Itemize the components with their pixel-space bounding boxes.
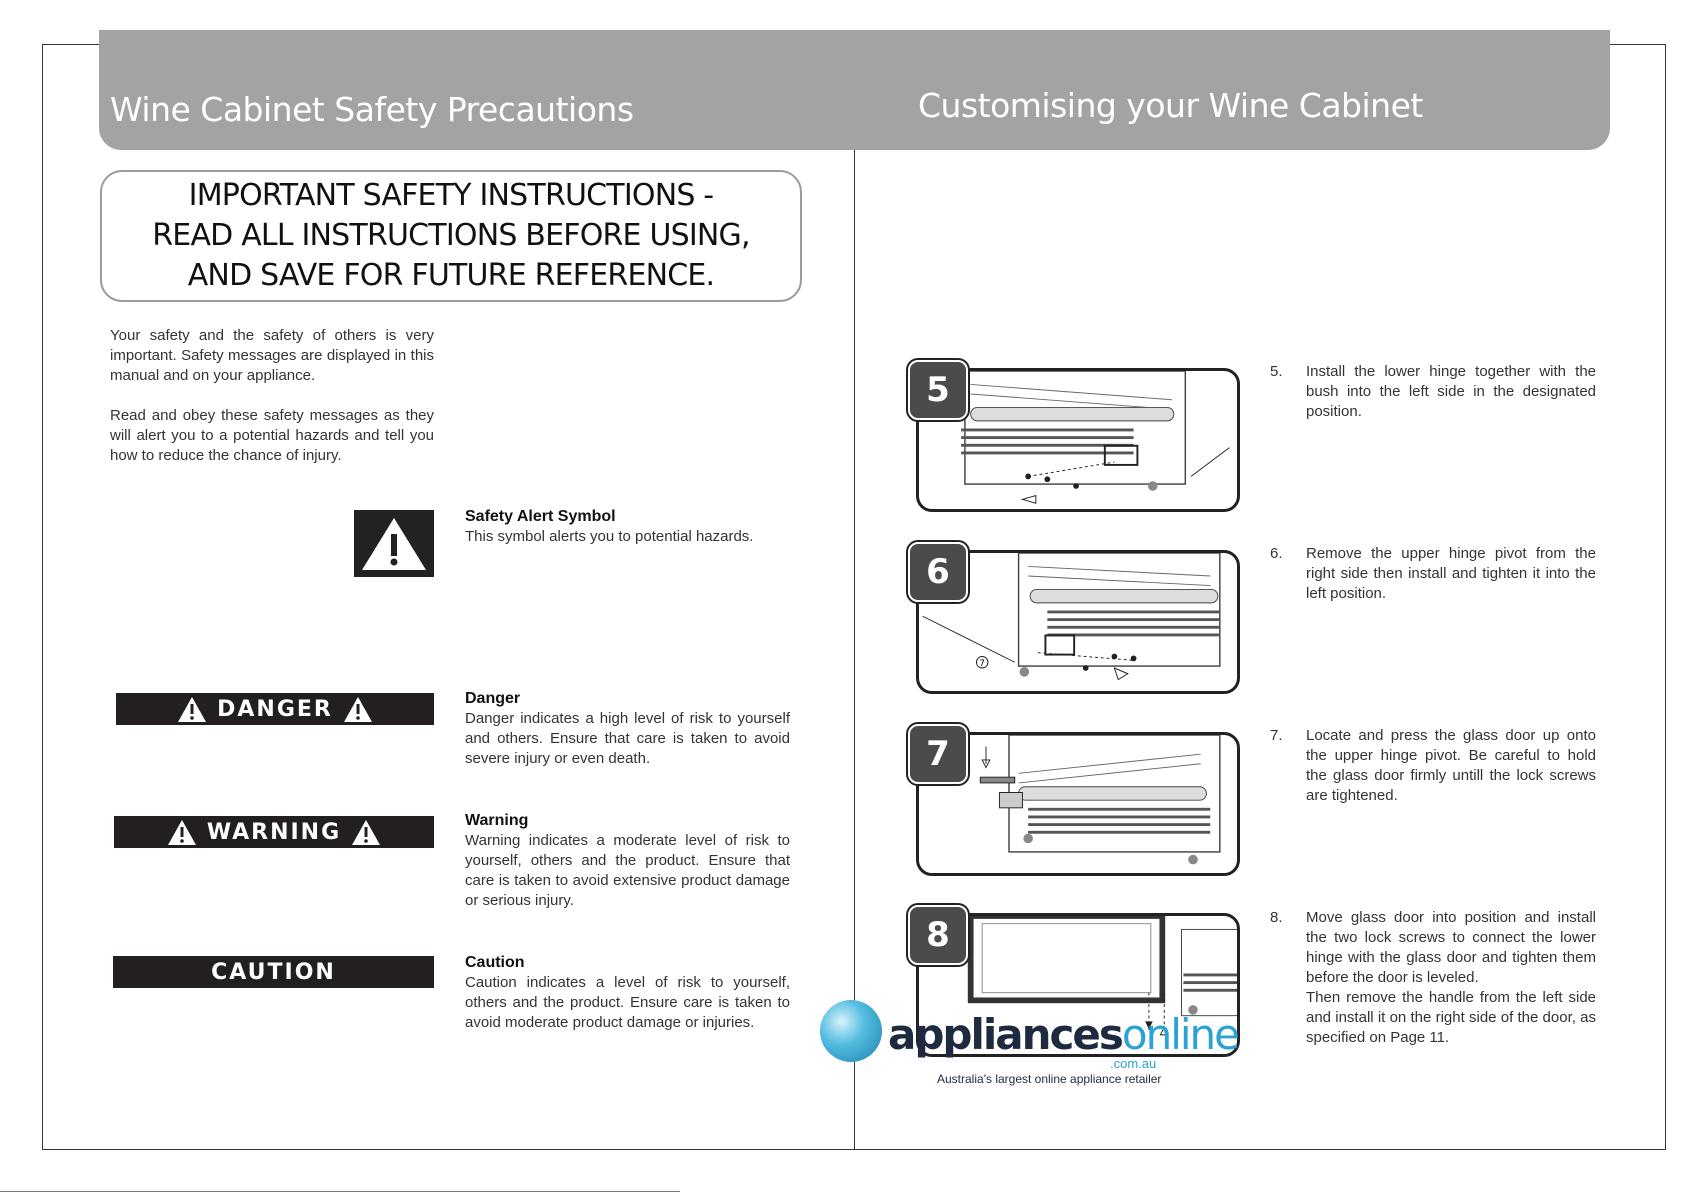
caution-description: Caution indicates a level of risk to yourself, others and the product. Ensure care is taken to avoid moderate product damage or injuries. <box>465 974 790 1031</box>
safety-alert-description: This symbol alerts you to potential hazards. <box>465 528 754 545</box>
step-5-number: 5. <box>1270 363 1283 380</box>
danger-title: Danger <box>465 690 521 707</box>
warning-triangle-icon <box>351 819 381 846</box>
warning-label-text: WARNING <box>206 819 342 845</box>
step-7-instruction: Locate and press the glass door up onto the upper hinge pivot. Be careful to hold the glass door firmly untill the lock screws are tightened. <box>1306 727 1596 804</box>
callout-7-label: 7 <box>979 659 985 670</box>
danger-label-bar <box>116 693 434 725</box>
step-5-text-block <box>1270 362 1596 422</box>
step-6-number: 6. <box>1270 545 1283 562</box>
caution-label-text: CAUTION <box>211 959 336 985</box>
caution-block <box>465 953 790 1033</box>
intro-paragraph-1: Your safety and the safety of others is very important. Safety messages are displayed in this manual and on your appliance. <box>110 327 434 384</box>
step-5-badge: 5 <box>908 360 968 420</box>
warning-triangle-icon <box>167 819 197 846</box>
important-line-1: IMPORTANT SAFETY INSTRUCTIONS - <box>188 178 714 213</box>
step-5-instruction: Install the lower hinge together with the bush into the left side in the designated position. <box>1306 363 1596 420</box>
logo-tagline: Australia's largest online appliance retailer <box>937 1072 1162 1086</box>
page-spine <box>854 44 855 1150</box>
intro-paragraph-2: Read and obey these safety messages as they will alert you to a potential hazards and tell you how to reduce the chance of injury. <box>110 407 434 464</box>
caution-title: Caution <box>465 954 525 971</box>
logo-brand-light: online <box>1121 1010 1239 1059</box>
step-8-instruction-continued: Then remove the handle from the left side and install it on the right side of the door, as specified on Page 11. <box>1306 989 1596 1046</box>
left-page-title: Wine Cabinet Safety Precautions <box>110 90 634 129</box>
step-8-text-block <box>1270 908 1596 1048</box>
safety-alert-block <box>465 507 795 547</box>
step-7-number: 7. <box>1270 727 1283 744</box>
safety-alert-title: Safety Alert Symbol <box>465 508 616 525</box>
caution-label-bar <box>113 956 434 988</box>
logo-sphere-icon <box>820 1000 882 1062</box>
important-line-2: READ ALL INSTRUCTIONS BEFORE USING, <box>152 218 750 253</box>
appliancesonline-watermark <box>820 996 1239 1088</box>
important-instructions-box <box>100 170 802 302</box>
step-7-text-block <box>1270 726 1596 806</box>
warning-title: Warning <box>465 812 529 829</box>
danger-label-text: DANGER <box>217 696 333 722</box>
bottom-rule <box>0 1191 680 1192</box>
right-page-title: Customising your Wine Cabinet <box>918 86 1423 125</box>
warning-triangle-icon <box>343 696 373 723</box>
step-6-badge: 6 <box>908 542 968 602</box>
danger-description: Danger indicates a high level of risk to yourself and others. Ensure that care is taken to avoid severe injury or even death. <box>465 710 790 767</box>
step-8-badge: 8 <box>908 905 968 965</box>
step-6-instruction: Remove the upper hinge pivot from the right side then install and tighten it into the left position. <box>1306 545 1596 602</box>
step-7-badge: 7 <box>908 724 968 784</box>
important-line-3: AND SAVE FOR FUTURE REFERENCE. <box>187 258 715 293</box>
warning-description: Warning indicates a moderate level of risk to yourself, others and the product. Ensure that care is taken to avoid extensive product damage or serious injury. <box>465 832 790 909</box>
safety-alert-icon <box>354 510 434 577</box>
warning-triangle-icon <box>177 696 207 723</box>
step-8-number: 8. <box>1270 909 1283 926</box>
danger-block <box>465 689 790 769</box>
warning-label-bar <box>114 816 434 848</box>
step-8-instruction: Move glass door into position and install the two lock screws to connect the lower hinge with the glass door and tighten them before the door is leveled. <box>1306 909 1596 986</box>
logo-wordmark <box>888 1010 1238 1059</box>
warning-block <box>465 811 790 911</box>
logo-brand-bold: appliances <box>888 1010 1122 1059</box>
logo-domain: .com.au <box>1110 1056 1157 1071</box>
step-6-text-block <box>1270 544 1596 604</box>
